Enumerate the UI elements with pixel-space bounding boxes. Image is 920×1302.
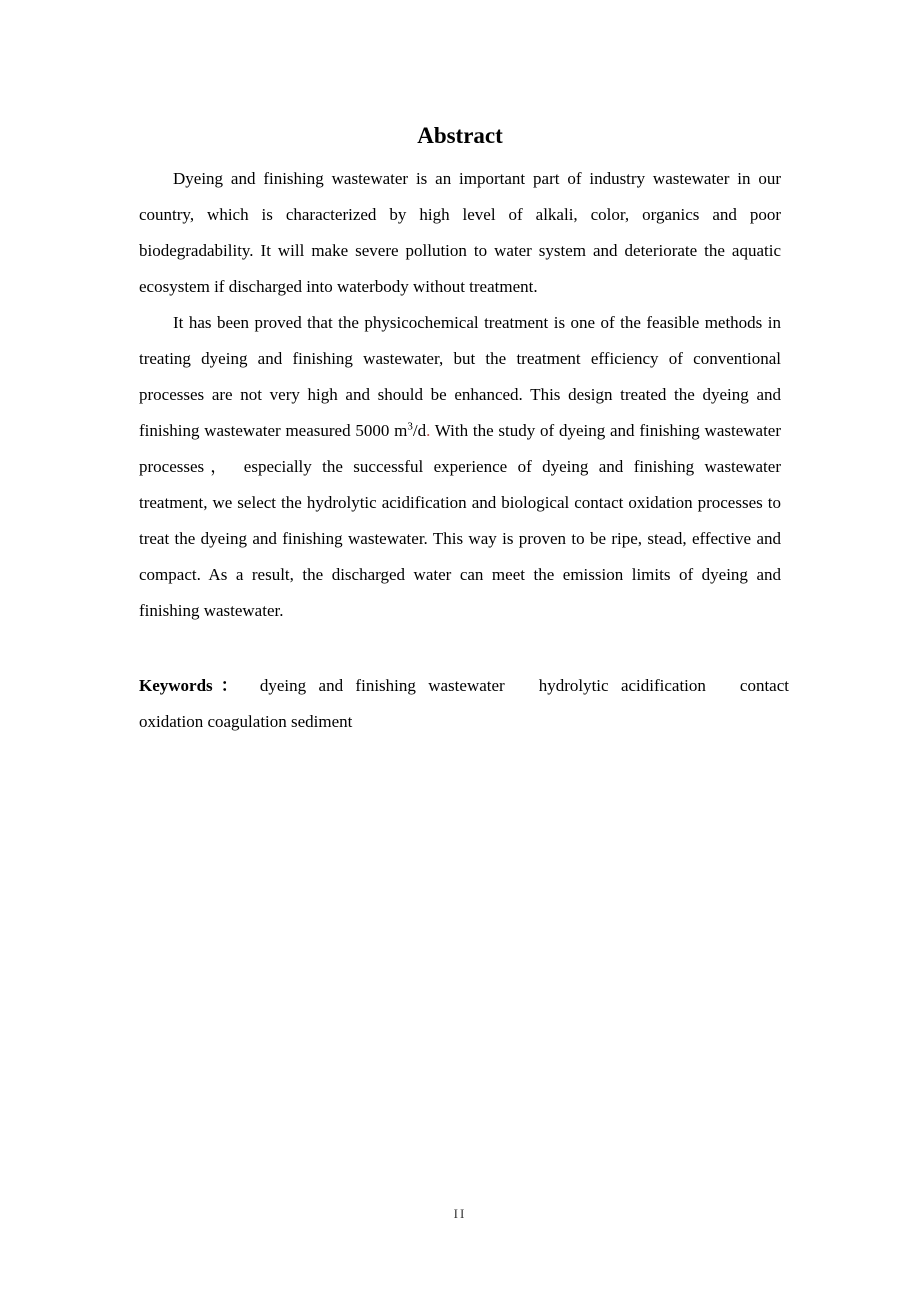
cubic-superscript: 3 — [407, 420, 413, 433]
sentence-period: . — [426, 421, 431, 440]
abstract-body — [139, 161, 781, 629]
unit-per-day: /d — [412, 421, 427, 440]
abstract-paragraph-2 — [139, 305, 781, 629]
keyword-item: dyeing and finishing wastewater — [259, 676, 505, 695]
keyword-item: hydrolytic acidification — [538, 676, 706, 695]
keywords-line — [139, 668, 789, 740]
page-number: II — [453, 1206, 467, 1221]
paragraph-2-part-2: With the study of dyeing and finishing wastewater processes， especially the successful experience of dyeing and finishing wastewater treatment, we select the hydrolytic acidification and biological contact oxidation processes to treat the dyeing and finishing wastewater. This way is proven to be ripe, stead, effective and compact. As a result, the discharged water can meet the emission limits of dyeing and finishing wastewater. — [139, 421, 782, 620]
keyword-item: contact oxidation coagulation sediment — [139, 676, 789, 731]
abstract-title: Abstract — [417, 123, 503, 148]
abstract-paragraph-1: Dyeing and finishing wastewater is an important part of industry wastewater in our country, which is characterized by high level of alkali, color, organics and poor biodegradability. It will make severe pollution to water system and deteriorate the aquatic ecosystem if discharged into waterbody without treatment. — [139, 169, 781, 296]
paragraph-2-part-1: It has been proved that the physicochemical treatment is one of the feasible methods in treating dyeing and finishing wastewater, but the treatment efficiency of conventional processes are not very high and should be enhanced. This design treated the dyeing and finishing wastewater measured 5000 m — [139, 313, 781, 440]
keywords-label: Keywords： — [139, 676, 246, 695]
